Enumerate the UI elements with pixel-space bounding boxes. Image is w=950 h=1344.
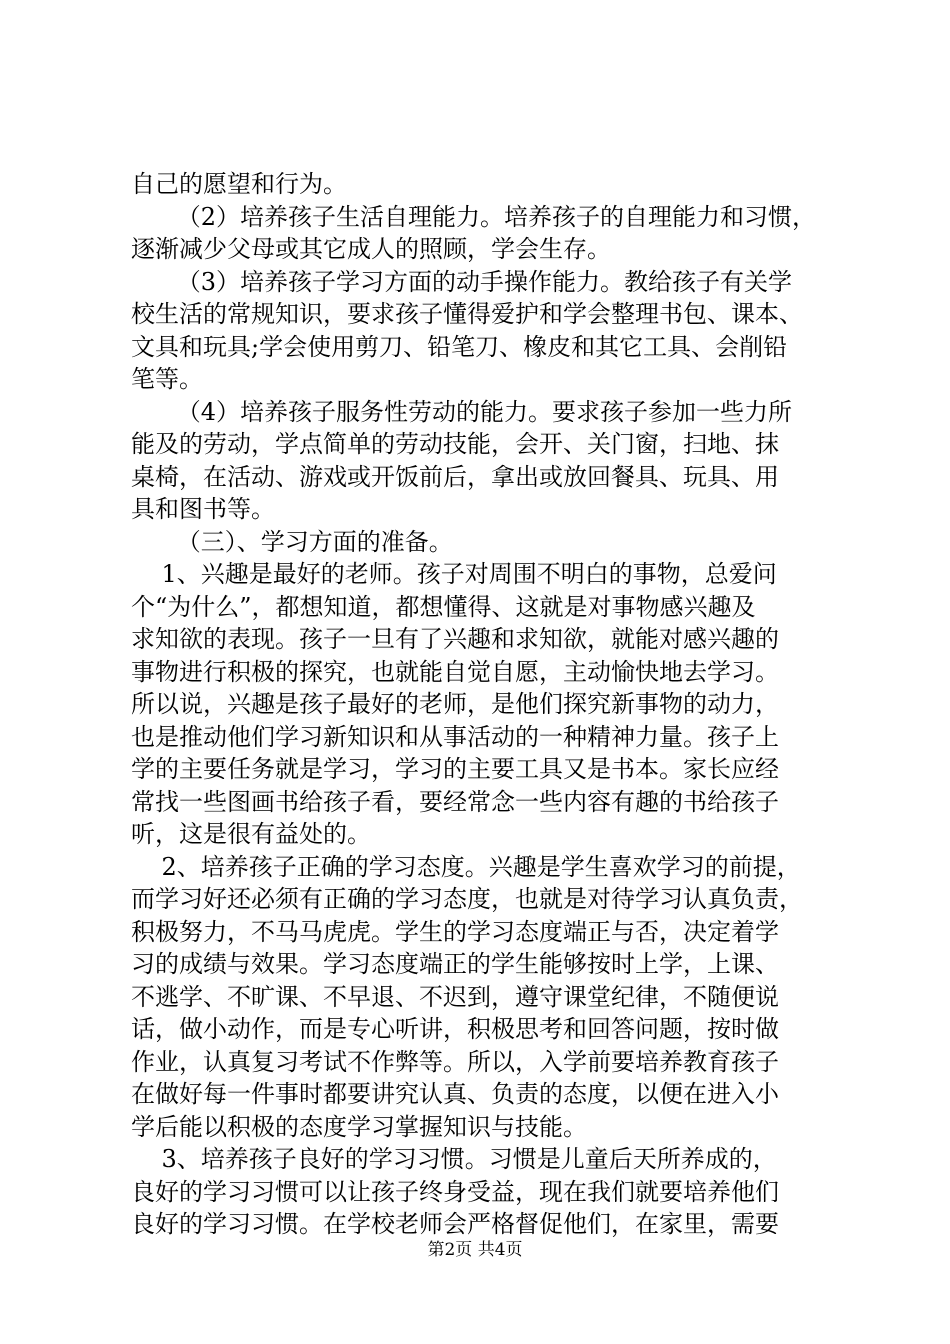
text-line: 校生活的常规知识，要求孩子懂得爱护和学会整理书包、课本、 bbox=[131, 300, 803, 328]
text-line: 求知欲的表现。孩子一旦有了兴趣和求知欲，就能对感兴趣的 bbox=[131, 625, 779, 653]
text-line: 个“为什么”，都想知道，都想懂得、这就是对事物感兴趣及 bbox=[131, 592, 756, 621]
text-line: 文具和玩具;学会使用剪刀、铅笔刀、橡皮和其它工具、会削铅 bbox=[131, 332, 788, 361]
text-line: 而学习好还必须有正确的学习态度，也就是对待学习认真负责， bbox=[131, 885, 803, 913]
text-line: 话，做小动作，而是专心听讲，积极思考和回答问题，按时做 bbox=[131, 1015, 779, 1043]
text-line: 听，这是很有益处的。 bbox=[131, 820, 371, 848]
text-line: 作业，认真复习考试不作弊等。所以，入学前要培养教育孩子 bbox=[131, 1047, 779, 1076]
text-line: 也是推动他们学习新知识和从事活动的一种精神力量。孩子上 bbox=[131, 722, 779, 751]
text-line: 常找一些图画书给孩子看，要经常念一些内容有趣的书给孩子 bbox=[131, 787, 779, 816]
text-line: 桌椅，在活动、游戏或开饭前后，拿出或放回餐具、玩具、用 bbox=[131, 462, 779, 491]
text-line: 学后能以积极的态度学习掌握知识与技能。 bbox=[131, 1112, 587, 1141]
body-text bbox=[131, 168, 831, 1241]
text-line: 笔等。 bbox=[131, 365, 203, 393]
text-line: （三）、学习方面的准备。 bbox=[131, 527, 453, 556]
text-line: 2、培养孩子正确的学习态度。兴趣是学生喜欢学习的前提， bbox=[131, 852, 801, 881]
text-line: 事物进行积极的探究，也就能自觉自愿，主动愉快地去学习。 bbox=[131, 657, 779, 686]
text-line: 不逃学、不旷课、不早退、不迟到，遵守课堂纪律，不随便说 bbox=[131, 982, 779, 1011]
text-line: 能及的劳动，学点简单的劳动技能，会开、关门窗，扫地、抹 bbox=[131, 430, 779, 458]
text-line: （3）培养孩子学习方面的动手操作能力。教给孩子有关学 bbox=[131, 267, 793, 296]
page-footer: 第2页 共4页 bbox=[427, 1240, 523, 1260]
text-line: 习的成绩与效果。学习态度端正的学生能够按时上学，上课、 bbox=[131, 950, 779, 978]
text-line: （4）培养孩子服务性劳动的能力。要求孩子参加一些力所 bbox=[131, 397, 793, 426]
text-line: 良好的学习习惯。在学校老师会严格督促他们，在家里，需要 bbox=[131, 1210, 779, 1238]
text-line: 具和图书等。 bbox=[131, 495, 275, 523]
text-line: 良好的学习习惯可以让孩子终身受益，现在我们就要培养他们 bbox=[131, 1177, 779, 1206]
text-line: 逐渐减少父母或其它成人的照顾，学会生存。 bbox=[131, 235, 611, 263]
text-line: 在做好每一件事时都要讲究认真、负责的态度，以便在进入小 bbox=[131, 1080, 779, 1108]
text-line: 学的主要任务就是学习，学习的主要工具又是书本。家长应经 bbox=[131, 755, 779, 783]
text-line: 积极努力，不马马虎虎。学生的学习态度端正与否，决定着学 bbox=[131, 917, 779, 946]
text-line: （2）培养孩子生活自理能力。培养孩子的自理能力和习惯， bbox=[131, 202, 817, 231]
text-line: 自己的愿望和行为。 bbox=[131, 170, 347, 198]
text-line: 3、培养孩子良好的学习习惯。习惯是儿童后天所养成的， bbox=[131, 1145, 777, 1173]
text-line: 1、兴趣是最好的老师。孩子对周围不明白的事物，总爱问 bbox=[131, 560, 777, 588]
text-line: 所以说，兴趣是孩子最好的老师，是他们探究新事物的动力， bbox=[131, 690, 779, 718]
